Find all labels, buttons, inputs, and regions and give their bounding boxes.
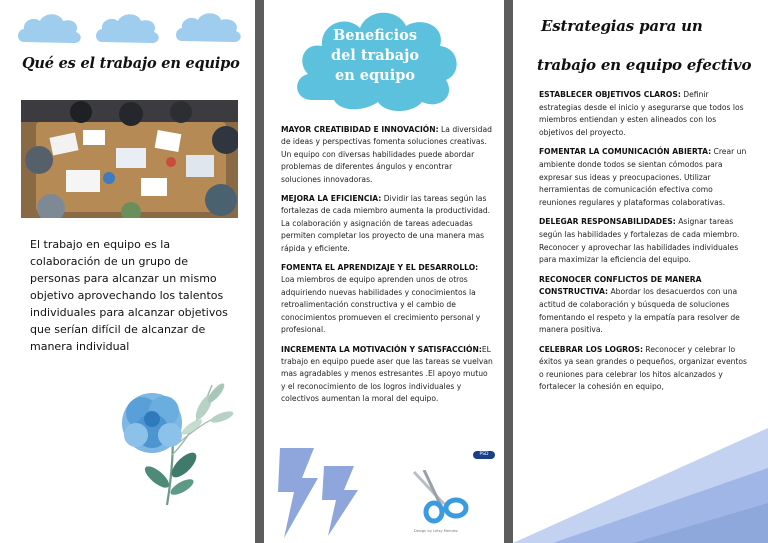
benefits-title-line-2: del trabajo (330, 47, 420, 64)
strategy-item (539, 344, 749, 394)
benefit-heading: INCREMENTA LA MOTIVACIÓN Y SATISFACCIÓN: (281, 344, 482, 354)
benefit-item (281, 124, 493, 186)
benefits-title-line-1: Beneficios (333, 27, 417, 44)
strategy-heading: ESTABLECER OBJETIVOS CLAROS: (539, 90, 681, 99)
strategy-heading: FOMENTAR LA COMUNICACIÓN ABIERTA: (539, 147, 712, 157)
strategy-heading: RECONOCER CONFLICTOS DE MANERA CONSTRUCTIVA: (539, 274, 702, 297)
benefit-text: La diversidad de ideas y perspectivas fomenta soluciones creativas. Un equipo con diversas habilidades puede abordar problemas de diferentes ángulos y encontrar soluciones innovadoras. (281, 125, 492, 184)
strategy-item (539, 274, 749, 337)
strategy-text: Asignar tareas según las habilidades y fortalezas de cada miembro. Reconocer y aprovechar las habilidades individuales para maximizar la eficiencia del equipo. (539, 217, 740, 265)
panel1-title: Qué es el trabajo en equipo (22, 55, 240, 72)
strategy-text: Abordar los desacuerdos con una actitud de colaboración y búsqueda de soluciones fomentando el respeto y la empatía para resolver de manera positiva. (539, 287, 740, 335)
strategy-item (539, 89, 749, 139)
benefits-title-line-3: en equipo (334, 67, 416, 84)
strategy-text: Reconocer y celebrar lo éxitos ya sean grandes o pequeños, organizar eventos o reuniones para celebrar los hitos alcanzados y fortalecer la cohesión en equipo, (539, 344, 748, 392)
cloud-decoration-left (14, 8, 84, 50)
cloud-decoration-right (172, 7, 244, 49)
scissors-icon (410, 470, 472, 525)
intro-paragraph: El trabajo en equipo es la colaboración de un grupo de personas para alcanzar un mismo objetivo aprovechando los talentos individuales para alcanzar objetivos que serían difícil de alcanzar de manera individual (30, 238, 228, 353)
team-meeting-photo (21, 100, 238, 218)
strategy-text: Definir estrategias desde el inicio y asegurarse que todos los miembros entiendan y esten alineados con los objetivos del proyecto. (539, 90, 744, 137)
benefit-heading: MAYOR CREATIBIDAD E INNOVACIÓN: (281, 125, 439, 134)
panel-benefits (264, 0, 504, 543)
strategy-heading: DELEGAR RESPONSABILIDADES: (539, 217, 676, 227)
blue-rose-illustration (112, 355, 237, 515)
strategy-item (539, 146, 749, 209)
panel-strategies (513, 0, 768, 543)
benefit-text: EL trabajo en equipo puede aser que las tareas se vuelvan mas agradables y menos estresantes .El apoyo mutuo y el reconocimiento de los logros individuales y colectivos aumentan la moral del equipo. (281, 344, 493, 404)
psd-badge: PSD (473, 451, 495, 459)
benefit-item (281, 262, 493, 336)
strategy-heading: CELEBRAR LOS LOGROS: (539, 344, 643, 354)
strategy-text: Crear un ambiente donde todos se sientan cómodos para expresar sus ideas y preocupaciones. Utilizar herramientas de comunicación efectiva como reuniones regulares y plataformas colaborativas. (539, 147, 747, 207)
benefit-item (281, 344, 493, 406)
strategy-item (539, 216, 749, 266)
strategies-title-line-2: trabajo en equipo efectivo (537, 56, 752, 74)
benefit-text: Loa miembros de equipo aprenden unos de otros adquiriendo nuevas habilidades y conocimientos la retroalimentación constructiva y el cambio de conocimientos promueven el crecimiento personal y profesional. (281, 275, 481, 335)
benefits-title (300, 26, 450, 86)
benefit-item (281, 193, 493, 255)
benefits-list (281, 124, 493, 413)
panel-team-work-definition (0, 0, 255, 543)
cloud-decoration-middle (92, 9, 162, 49)
benefit-text: Dividir las tareas según las fortalezas de cada miembro aumenta la productividad. La colaboración y asignación de tareas adecuadas permiten completar los proyecto de una manera mas rápida y eficiente. (281, 194, 491, 253)
lightning-bolt-icon (320, 462, 370, 538)
strategies-title-line-1: Estrategias para un (541, 17, 703, 35)
design-credit: Design by Letsy Mendez (414, 529, 458, 533)
benefit-heading: FOMENTA EL APRENDIZAJE Y EL DESARROLLO: (281, 263, 479, 273)
benefit-heading: MEJORA LA EFICIENCIA: (281, 194, 382, 204)
strategies-list (539, 89, 749, 401)
corner-wave-decoration (513, 428, 768, 543)
